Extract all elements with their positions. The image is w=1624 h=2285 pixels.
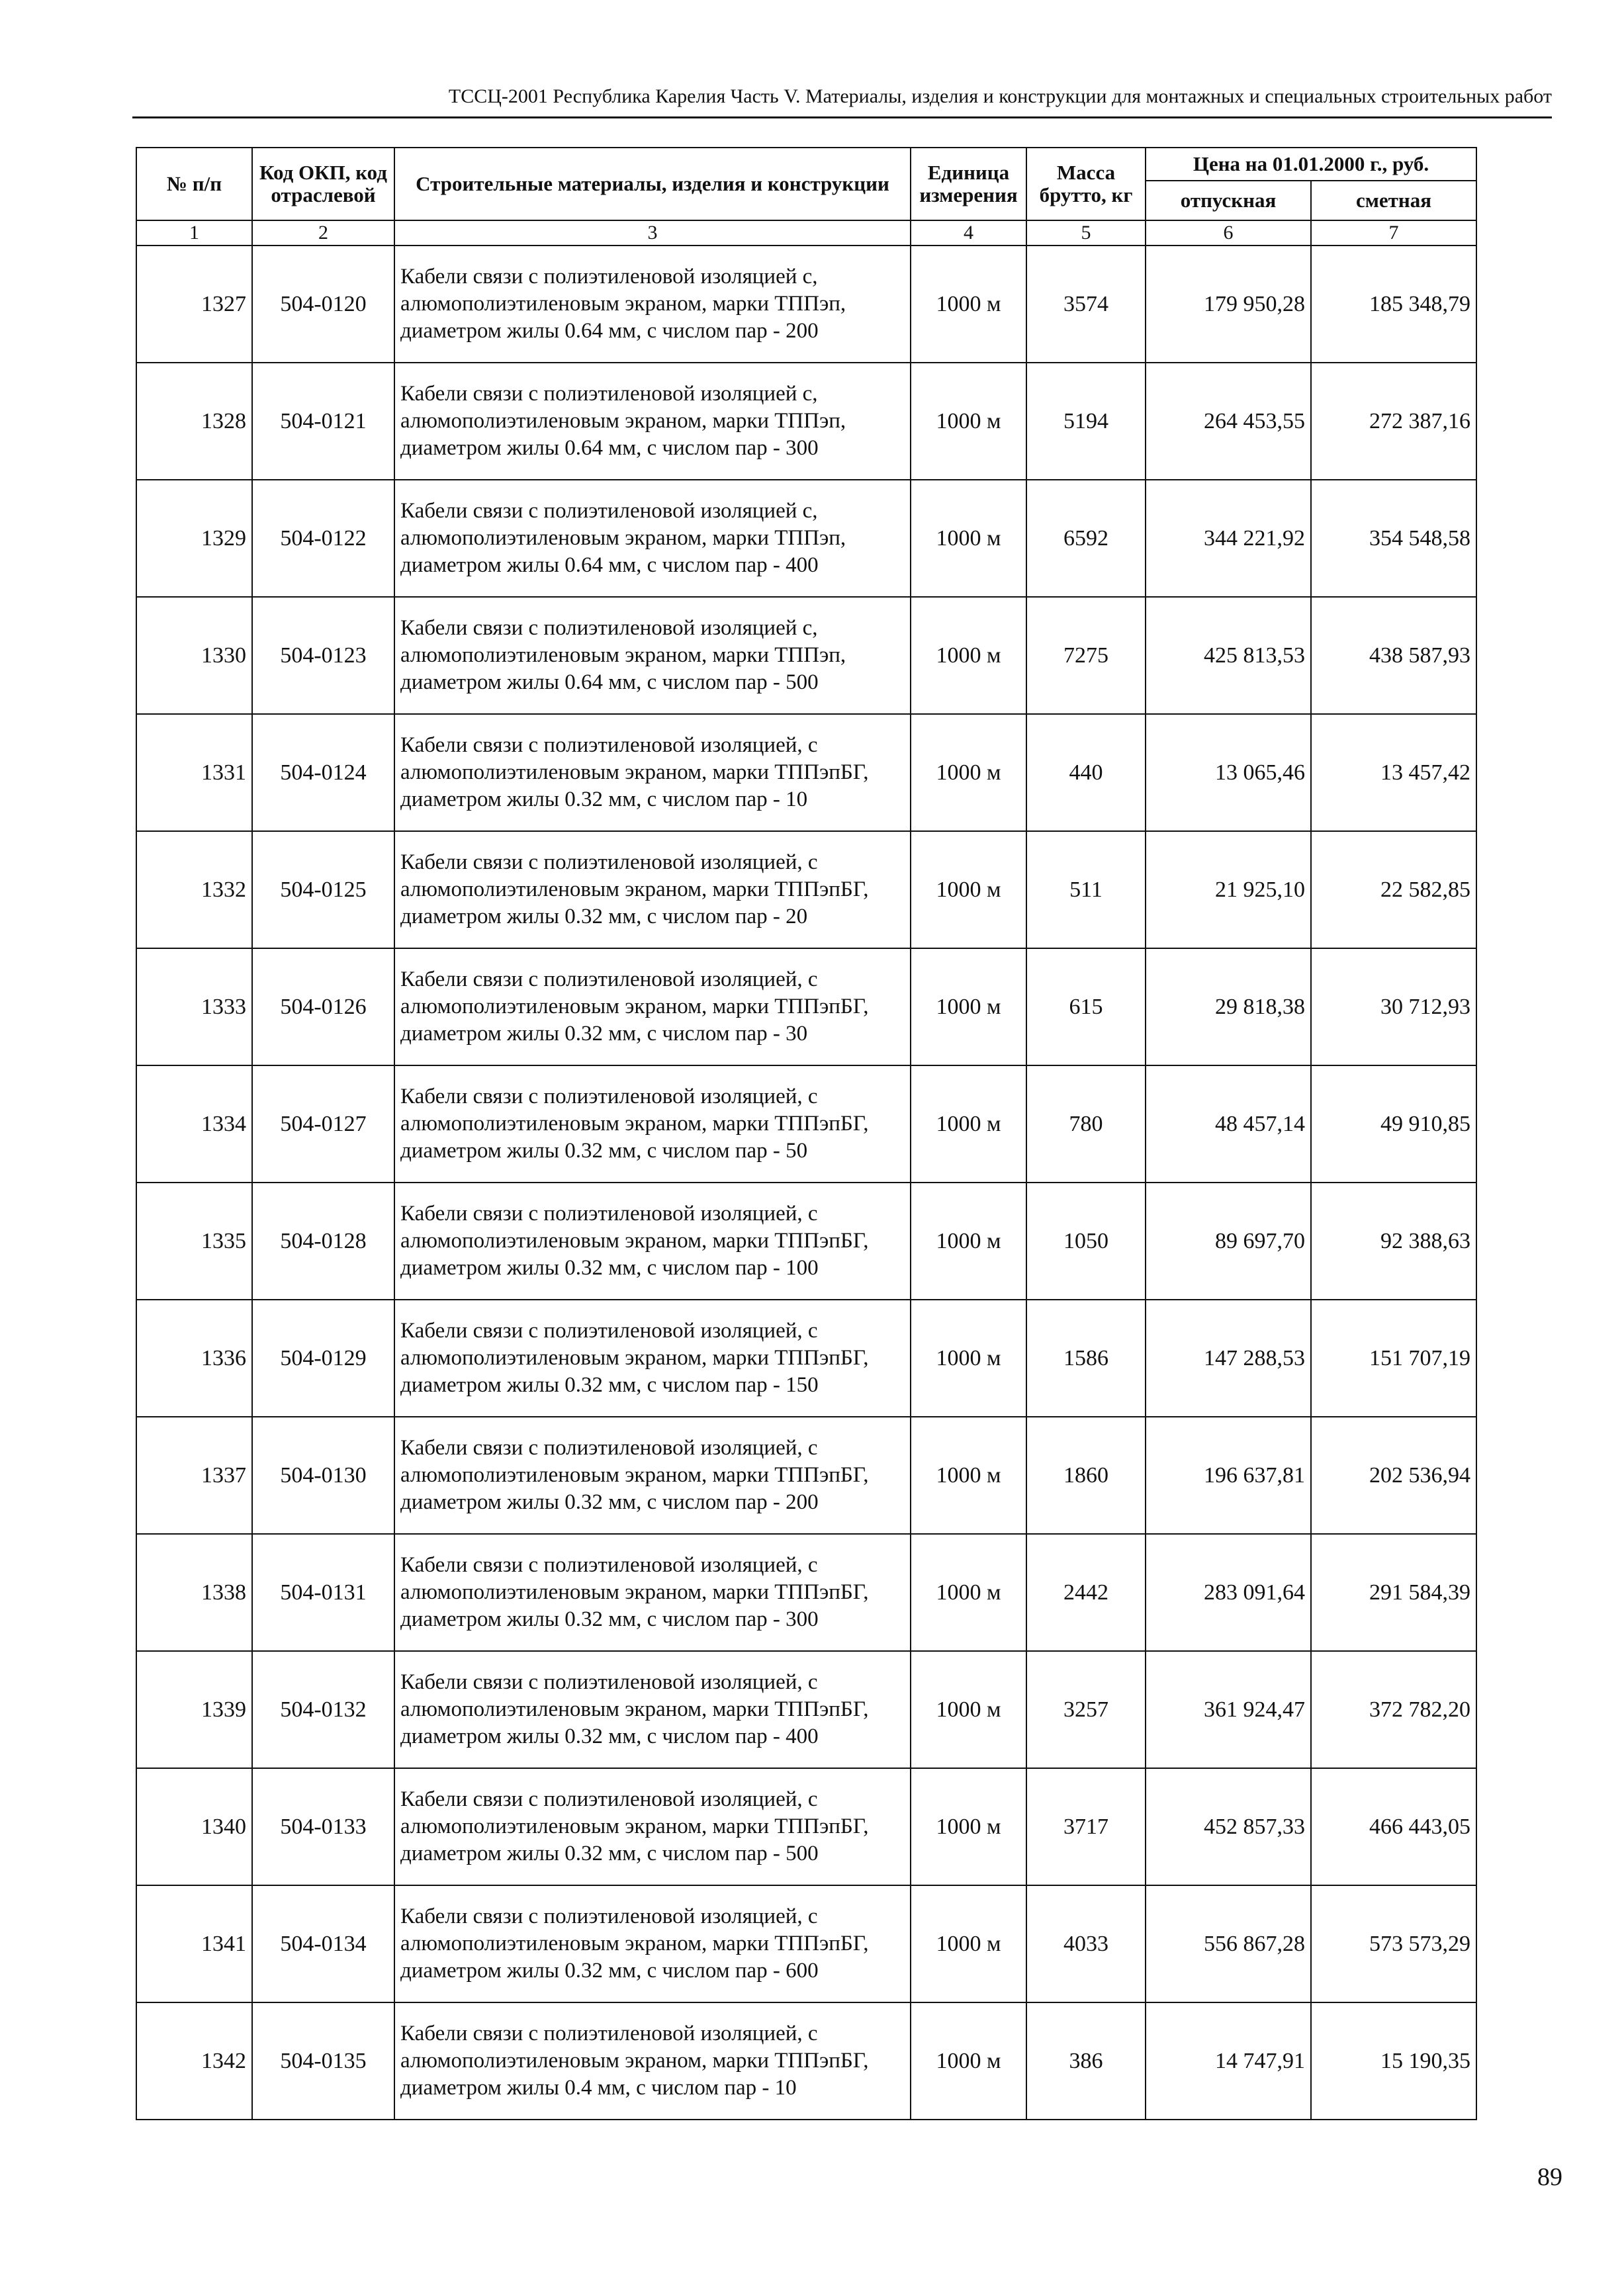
row-unit-cell: 1000 м (911, 1768, 1026, 1885)
row-code-cell: 504-0121 (252, 363, 394, 480)
row-price-estimate-cell: 438 587,93 (1311, 597, 1476, 714)
row-price-estimate-cell: 22 582,85 (1311, 831, 1476, 948)
row-code-cell: 504-0125 (252, 831, 394, 948)
row-number-cell: 1331 (136, 714, 252, 831)
row-unit-cell: 1000 м (911, 1183, 1026, 1300)
row-code-cell: 504-0133 (252, 1768, 394, 1885)
row-mass-cell: 4033 (1026, 1885, 1146, 2002)
price-table (136, 147, 1477, 2120)
row-mass-cell: 780 (1026, 1065, 1146, 1183)
row-mass-cell: 440 (1026, 714, 1146, 831)
row-name-cell: Кабели связи с полиэтиленовой изоляцией, с алюмополиэтиленовым экраном, марки ТППэпБГ, диаметром жилы 0.32 мм, с числом пар - 500 (394, 1768, 911, 1885)
row-price-estimate-cell: 92 388,63 (1311, 1183, 1476, 1300)
header-price-estimate: сметная (1311, 181, 1476, 220)
table-row (136, 1768, 1476, 1885)
table-row (136, 2002, 1476, 2120)
row-mass-cell: 1860 (1026, 1417, 1146, 1534)
row-code-cell: 504-0132 (252, 1651, 394, 1768)
row-name-cell: Кабели связи с полиэтиленовой изоляцией с, алюмополиэтиленовым экраном, марки ТППэп, диаметром жилы 0.64 мм, с числом пар - 500 (394, 597, 911, 714)
row-unit-cell: 1000 м (911, 597, 1026, 714)
column-number: 6 (1146, 220, 1311, 246)
row-name-cell: Кабели связи с полиэтиленовой изоляцией, с алюмополиэтиленовым экраном, марки ТППэпБГ, диаметром жилы 0.32 мм, с числом пар - 20 (394, 831, 911, 948)
row-name-cell: Кабели связи с полиэтиленовой изоляцией, с алюмополиэтиленовым экраном, марки ТППэпБГ, диаметром жилы 0.32 мм, с числом пар - 150 (394, 1300, 911, 1417)
row-code-cell: 504-0129 (252, 1300, 394, 1417)
row-number-cell: 1337 (136, 1417, 252, 1534)
header-mass: Масса брутто, кг (1026, 148, 1146, 220)
row-price-estimate-cell: 291 584,39 (1311, 1534, 1476, 1651)
page-number: 89 (1537, 2163, 1562, 2191)
row-mass-cell: 1050 (1026, 1183, 1146, 1300)
table-row (136, 1534, 1476, 1651)
row-number-cell: 1339 (136, 1651, 252, 1768)
table-row (136, 714, 1476, 831)
row-price-release-cell: 14 747,91 (1146, 2002, 1311, 2120)
row-unit-cell: 1000 м (911, 246, 1026, 363)
row-price-release-cell: 425 813,53 (1146, 597, 1311, 714)
row-name-cell: Кабели связи с полиэтиленовой изоляцией, с алюмополиэтиленовым экраном, марки ТППэпБГ, диаметром жилы 0.32 мм, с числом пар - 50 (394, 1065, 911, 1183)
row-mass-cell: 5194 (1026, 363, 1146, 480)
row-mass-cell: 3574 (1026, 246, 1146, 363)
row-code-cell: 504-0131 (252, 1534, 394, 1651)
row-code-cell: 504-0135 (252, 2002, 394, 2120)
row-unit-cell: 1000 м (911, 1885, 1026, 2002)
row-price-release-cell: 452 857,33 (1146, 1768, 1311, 1885)
row-code-cell: 504-0123 (252, 597, 394, 714)
row-code-cell: 504-0128 (252, 1183, 394, 1300)
row-unit-cell: 1000 м (911, 480, 1026, 597)
header-divider (132, 116, 1552, 118)
row-number-cell: 1328 (136, 363, 252, 480)
row-unit-cell: 1000 м (911, 1417, 1026, 1534)
row-unit-cell: 1000 м (911, 1534, 1026, 1651)
table-row (136, 831, 1476, 948)
row-mass-cell: 386 (1026, 2002, 1146, 2120)
row-number-cell: 1332 (136, 831, 252, 948)
header-unit: Единица измерения (911, 148, 1026, 220)
row-unit-cell: 1000 м (911, 831, 1026, 948)
row-name-cell: Кабели связи с полиэтиленовой изоляцией с, алюмополиэтиленовым экраном, марки ТППэп, диаметром жилы 0.64 мм, с числом пар - 200 (394, 246, 911, 363)
row-mass-cell: 3257 (1026, 1651, 1146, 1768)
row-price-release-cell: 344 221,92 (1146, 480, 1311, 597)
row-price-estimate-cell: 354 548,58 (1311, 480, 1476, 597)
row-code-cell: 504-0126 (252, 948, 394, 1065)
row-mass-cell: 615 (1026, 948, 1146, 1065)
row-number-cell: 1340 (136, 1768, 252, 1885)
column-number: 3 (394, 220, 911, 246)
row-name-cell: Кабели связи с полиэтиленовой изоляцией, с алюмополиэтиленовым экраном, марки ТППэпБГ, диаметром жилы 0.32 мм, с числом пар - 10 (394, 714, 911, 831)
column-number: 7 (1311, 220, 1476, 246)
table-header-row (136, 148, 1476, 181)
row-number-cell: 1333 (136, 948, 252, 1065)
row-number-cell: 1330 (136, 597, 252, 714)
row-mass-cell: 6592 (1026, 480, 1146, 597)
column-number: 1 (136, 220, 252, 246)
row-unit-cell: 1000 м (911, 2002, 1026, 2120)
row-name-cell: Кабели связи с полиэтиленовой изоляцией, с алюмополиэтиленовым экраном, марки ТППэпБГ, диаметром жилы 0.32 мм, с числом пар - 600 (394, 1885, 911, 2002)
table-row (136, 1417, 1476, 1534)
row-number-cell: 1336 (136, 1300, 252, 1417)
table-row (136, 1651, 1476, 1768)
row-mass-cell: 511 (1026, 831, 1146, 948)
page-header-title: ТССЦ-2001 Республика Карелия Часть V. Материалы, изделия и конструкции для монтажных и специальных строительных работ (448, 85, 1552, 107)
row-mass-cell: 3717 (1026, 1768, 1146, 1885)
row-name-cell: Кабели связи с полиэтиленовой изоляцией с, алюмополиэтиленовым экраном, марки ТППэп, диаметром жилы 0.64 мм, с числом пар - 300 (394, 363, 911, 480)
row-code-cell: 504-0127 (252, 1065, 394, 1183)
row-unit-cell: 1000 м (911, 363, 1026, 480)
row-price-release-cell: 179 950,28 (1146, 246, 1311, 363)
table-row (136, 1065, 1476, 1183)
row-price-estimate-cell: 151 707,19 (1311, 1300, 1476, 1417)
row-code-cell: 504-0134 (252, 1885, 394, 2002)
row-number-cell: 1335 (136, 1183, 252, 1300)
row-price-estimate-cell: 13 457,42 (1311, 714, 1476, 831)
row-code-cell: 504-0130 (252, 1417, 394, 1534)
row-number-cell: 1334 (136, 1065, 252, 1183)
row-price-estimate-cell: 573 573,29 (1311, 1885, 1476, 2002)
row-price-estimate-cell: 30 712,93 (1311, 948, 1476, 1065)
row-price-estimate-cell: 15 190,35 (1311, 2002, 1476, 2120)
row-code-cell: 504-0120 (252, 246, 394, 363)
row-mass-cell: 2442 (1026, 1534, 1146, 1651)
column-number-row (136, 220, 1476, 246)
row-price-estimate-cell: 372 782,20 (1311, 1651, 1476, 1768)
row-number-cell: 1329 (136, 480, 252, 597)
table-row (136, 363, 1476, 480)
table-row (136, 480, 1476, 597)
row-price-release-cell: 21 925,10 (1146, 831, 1311, 948)
row-price-estimate-cell: 185 348,79 (1311, 246, 1476, 363)
row-price-release-cell: 13 065,46 (1146, 714, 1311, 831)
row-price-release-cell: 361 924,47 (1146, 1651, 1311, 1768)
row-number-cell: 1341 (136, 1885, 252, 2002)
table-row (136, 948, 1476, 1065)
header-name: Строительные материалы, изделия и конструкции (394, 148, 911, 220)
row-number-cell: 1338 (136, 1534, 252, 1651)
column-number: 5 (1026, 220, 1146, 246)
row-unit-cell: 1000 м (911, 1065, 1026, 1183)
row-price-release-cell: 89 697,70 (1146, 1183, 1311, 1300)
header-price-group: Цена на 01.01.2000 г., руб. (1146, 148, 1476, 181)
row-price-release-cell: 29 818,38 (1146, 948, 1311, 1065)
header-price-release: отпускная (1146, 181, 1311, 220)
row-price-release-cell: 147 288,53 (1146, 1300, 1311, 1417)
row-unit-cell: 1000 м (911, 714, 1026, 831)
row-code-cell: 504-0122 (252, 480, 394, 597)
header-code: Код ОКП, код отраслевой (252, 148, 394, 220)
table-row (136, 246, 1476, 363)
row-unit-cell: 1000 м (911, 948, 1026, 1065)
row-name-cell: Кабели связи с полиэтиленовой изоляцией, с алюмополиэтиленовым экраном, марки ТППэпБГ, диаметром жилы 0.32 мм, с числом пар - 300 (394, 1534, 911, 1651)
row-price-release-cell: 48 457,14 (1146, 1065, 1311, 1183)
table-row (136, 597, 1476, 714)
column-number: 2 (252, 220, 394, 246)
row-price-estimate-cell: 466 443,05 (1311, 1768, 1476, 1885)
row-name-cell: Кабели связи с полиэтиленовой изоляцией, с алюмополиэтиленовым экраном, марки ТППэпБГ, диаметром жилы 0.4 мм, с числом пар - 10 (394, 2002, 911, 2120)
row-price-release-cell: 264 453,55 (1146, 363, 1311, 480)
row-price-estimate-cell: 49 910,85 (1311, 1065, 1476, 1183)
row-price-estimate-cell: 272 387,16 (1311, 363, 1476, 480)
row-unit-cell: 1000 м (911, 1300, 1026, 1417)
row-price-release-cell: 196 637,81 (1146, 1417, 1311, 1534)
row-price-estimate-cell: 202 536,94 (1311, 1417, 1476, 1534)
table-row (136, 1300, 1476, 1417)
row-name-cell: Кабели связи с полиэтиленовой изоляцией, с алюмополиэтиленовым экраном, марки ТППэпБГ, диаметром жилы 0.32 мм, с числом пар - 100 (394, 1183, 911, 1300)
row-unit-cell: 1000 м (911, 1651, 1026, 1768)
row-name-cell: Кабели связи с полиэтиленовой изоляцией, с алюмополиэтиленовым экраном, марки ТППэпБГ, диаметром жилы 0.32 мм, с числом пар - 200 (394, 1417, 911, 1534)
table-row (136, 1885, 1476, 2002)
row-number-cell: 1327 (136, 246, 252, 363)
table-body (136, 246, 1476, 2120)
row-code-cell: 504-0124 (252, 714, 394, 831)
column-number: 4 (911, 220, 1026, 246)
row-name-cell: Кабели связи с полиэтиленовой изоляцией, с алюмополиэтиленовым экраном, марки ТППэпБГ, диаметром жилы 0.32 мм, с числом пар - 400 (394, 1651, 911, 1768)
row-mass-cell: 1586 (1026, 1300, 1146, 1417)
row-price-release-cell: 556 867,28 (1146, 1885, 1311, 2002)
row-price-release-cell: 283 091,64 (1146, 1534, 1311, 1651)
table-row (136, 1183, 1476, 1300)
row-number-cell: 1342 (136, 2002, 252, 2120)
row-name-cell: Кабели связи с полиэтиленовой изоляцией с, алюмополиэтиленовым экраном, марки ТППэп, диаметром жилы 0.64 мм, с числом пар - 400 (394, 480, 911, 597)
row-name-cell: Кабели связи с полиэтиленовой изоляцией, с алюмополиэтиленовым экраном, марки ТППэпБГ, диаметром жилы 0.32 мм, с числом пар - 30 (394, 948, 911, 1065)
row-mass-cell: 7275 (1026, 597, 1146, 714)
header-num: № п/п (136, 148, 252, 220)
